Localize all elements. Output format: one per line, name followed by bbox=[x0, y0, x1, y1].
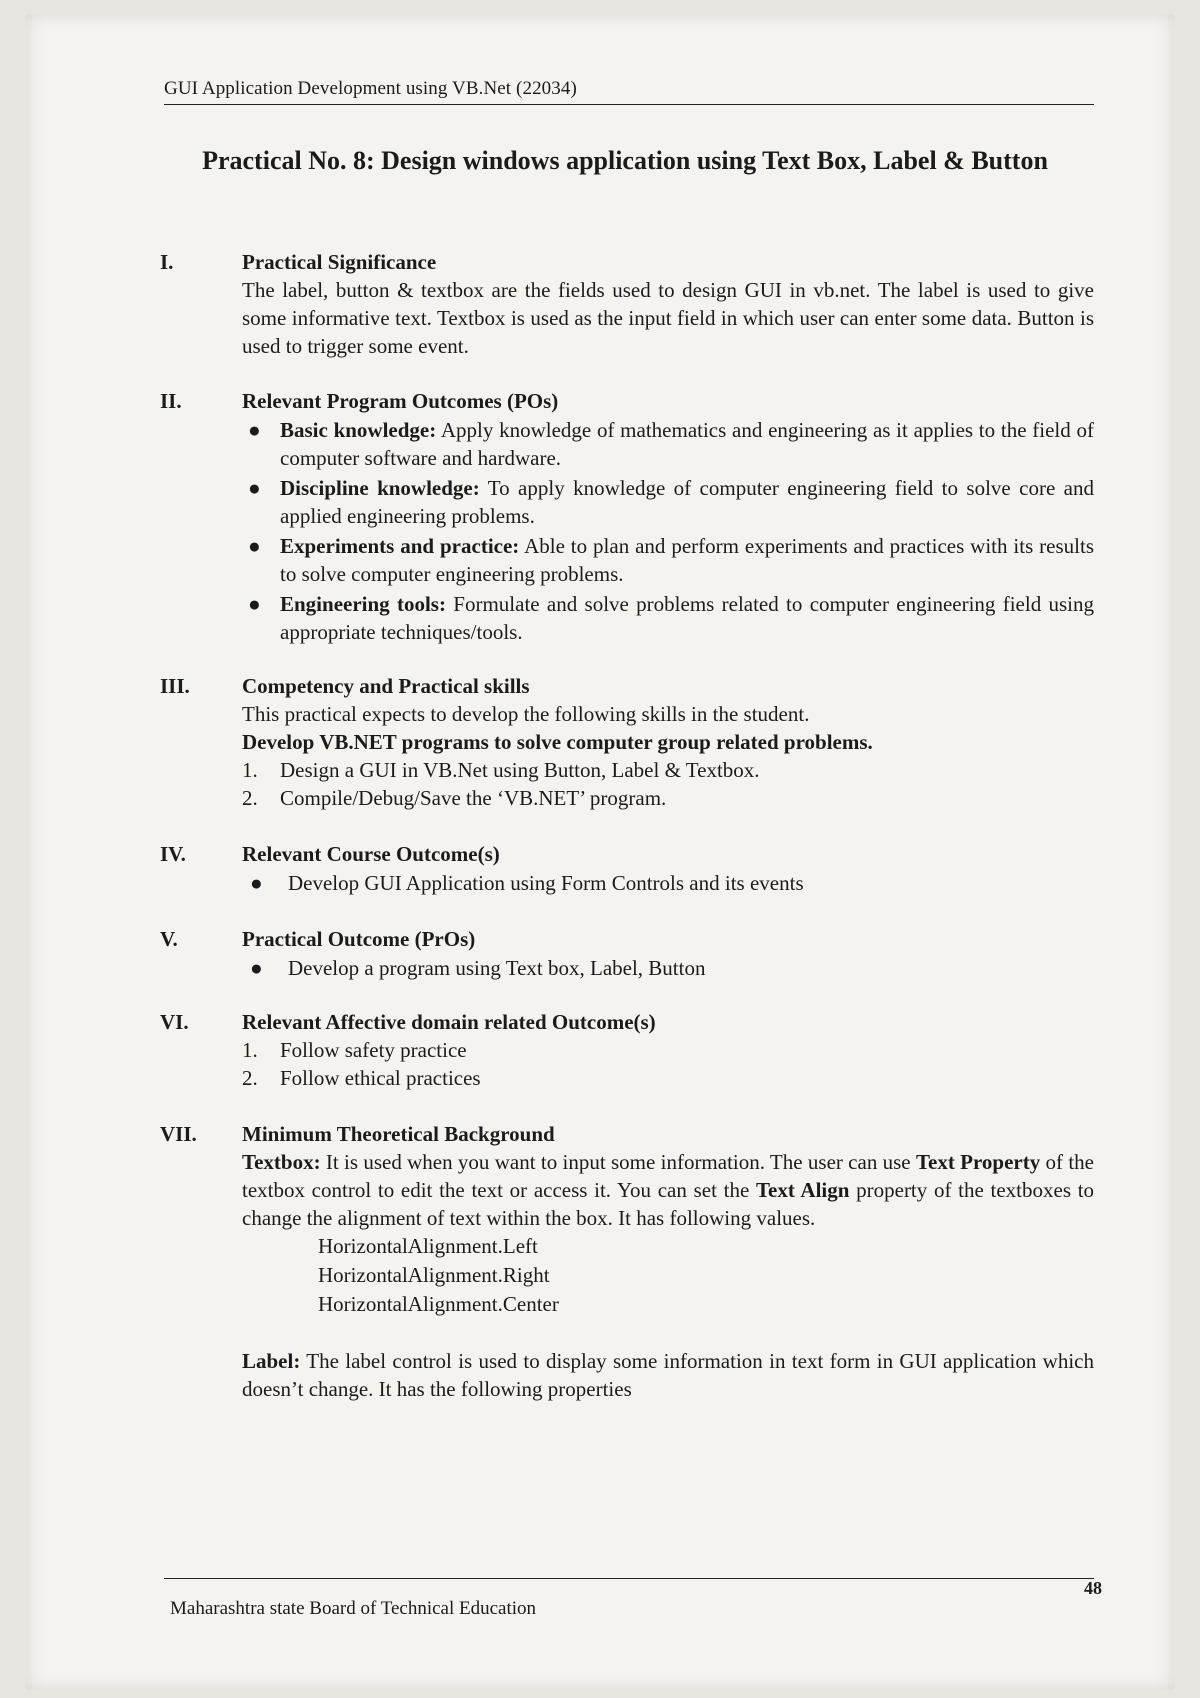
section-numeral: VI. bbox=[160, 1010, 189, 1034]
section-intro: This practical expects to develop the following skills in the student. bbox=[242, 702, 810, 726]
section-numeral: III. bbox=[160, 674, 190, 698]
bullet-text: Develop a program using Text box, Label, Button bbox=[288, 956, 706, 980]
bullet-icon: ● bbox=[250, 956, 263, 980]
list-item bbox=[242, 1064, 1094, 1092]
item-number: 2. bbox=[242, 1066, 258, 1090]
bullet-text: Able to plan and perform experiments and practices with its results to solve computer engineering problems. bbox=[280, 534, 1095, 586]
list-item bbox=[242, 784, 1094, 812]
list-item bbox=[242, 1036, 1094, 1064]
section-paragraph: The label, button & textbox are the fields used to design GUI in vb.net. The label is used to give some informative text. Textbox is used as the input field in which user can enter some data. Button is used to trigger some event. bbox=[242, 278, 1094, 358]
section-heading: Relevant Course Outcome(s) bbox=[242, 842, 500, 866]
item-number: 1. bbox=[242, 758, 258, 782]
list-item bbox=[242, 532, 1094, 588]
alignment-value: HorizontalAlignment.Center bbox=[318, 1292, 559, 1316]
section-heading: Practical Outcome (PrOs) bbox=[242, 927, 476, 951]
textbox-term: Textbox: bbox=[242, 1150, 321, 1174]
item-text: Compile/Debug/Save the ‘VB.NET’ program. bbox=[280, 786, 667, 810]
section-numeral: VII. bbox=[160, 1122, 197, 1146]
section-numeral: IV. bbox=[160, 842, 186, 866]
bullet-text: Formulate and solve problems related to computer engineering field using appropriate techniques/tools. bbox=[280, 592, 1095, 644]
list-item bbox=[242, 869, 1094, 897]
list-item bbox=[242, 590, 1094, 646]
bullet-icon: ● bbox=[248, 476, 261, 500]
textbox-text: of the textbox control to edit the text or access it. You can set the bbox=[242, 1150, 1095, 1202]
course-title: GUI Application Development using VB.Net (22034) bbox=[164, 78, 577, 99]
alignment-value: HorizontalAlignment.Left bbox=[318, 1234, 538, 1258]
bullet-term: Experiments and practice: bbox=[280, 534, 520, 558]
item-number: 1. bbox=[242, 1038, 258, 1062]
section-heading: Relevant Affective domain related Outcome(s) bbox=[242, 1010, 656, 1034]
textbox-bold: Text Property bbox=[915, 1150, 1041, 1174]
alignment-value: HorizontalAlignment.Right bbox=[318, 1263, 550, 1287]
header-rule bbox=[164, 104, 1094, 105]
section-heading: Practical Significance bbox=[242, 250, 437, 274]
alignment-values bbox=[242, 1232, 1094, 1319]
bullet-icon: ● bbox=[248, 418, 261, 442]
section-numeral: II. bbox=[160, 389, 182, 413]
textbox-bold: Text Align bbox=[755, 1178, 850, 1202]
bullet-icon: ● bbox=[248, 534, 261, 558]
item-text: Design a GUI in VB.Net using Button, Label & Textbox. bbox=[280, 758, 760, 782]
bullet-text: To apply knowledge of computer engineering field to solve core and applied engineering problems. bbox=[280, 476, 1095, 528]
textbox-paragraph bbox=[242, 1148, 1094, 1232]
footer-rule bbox=[164, 1578, 1094, 1579]
bullet-icon: ● bbox=[250, 871, 263, 895]
label-text: The label control is used to display some information in text form in GUI application which doesn’t change. It has the following properties bbox=[242, 1349, 1094, 1401]
label-term: Label: bbox=[242, 1349, 301, 1373]
item-number: 2. bbox=[242, 786, 258, 810]
textbox-text: property of the textboxes to change the alignment of text within the box. It has following values. bbox=[242, 1178, 1095, 1230]
section-numeral: V. bbox=[160, 927, 178, 951]
practical-title: Practical No. 8: Design windows application using Text Box, Label & Button bbox=[202, 146, 1048, 175]
section-bold-line: Develop VB.NET programs to solve computer group related problems. bbox=[242, 730, 873, 754]
section-heading: Relevant Program Outcomes (POs) bbox=[242, 389, 559, 413]
bullet-text: Apply knowledge of mathematics and engineering as it applies to the field of computer software and hardware. bbox=[280, 418, 1094, 470]
item-text: Follow safety practice bbox=[280, 1038, 467, 1062]
label-paragraph bbox=[242, 1347, 1094, 1403]
textbox-text: It is used when you want to input some information. The user can use bbox=[325, 1150, 911, 1174]
list-item bbox=[242, 954, 1094, 982]
section-numeral: I. bbox=[160, 250, 174, 274]
bullet-term: Discipline knowledge: bbox=[280, 476, 480, 500]
page-number: 48 bbox=[1084, 1578, 1102, 1598]
bullet-term: Basic knowledge: bbox=[280, 418, 437, 442]
bullet-icon: ● bbox=[248, 592, 261, 616]
section-heading: Competency and Practical skills bbox=[242, 674, 530, 698]
list-item bbox=[242, 474, 1094, 530]
section-heading: Minimum Theoretical Background bbox=[242, 1122, 555, 1146]
list-item bbox=[242, 756, 1094, 784]
bullet-text: Develop GUI Application using Form Controls and its events bbox=[288, 871, 804, 895]
item-text: Follow ethical practices bbox=[280, 1066, 481, 1090]
list-item bbox=[242, 416, 1094, 472]
footer-board: Maharashtra state Board of Technical Education bbox=[170, 1598, 537, 1619]
bullet-term: Engineering tools: bbox=[280, 592, 446, 616]
